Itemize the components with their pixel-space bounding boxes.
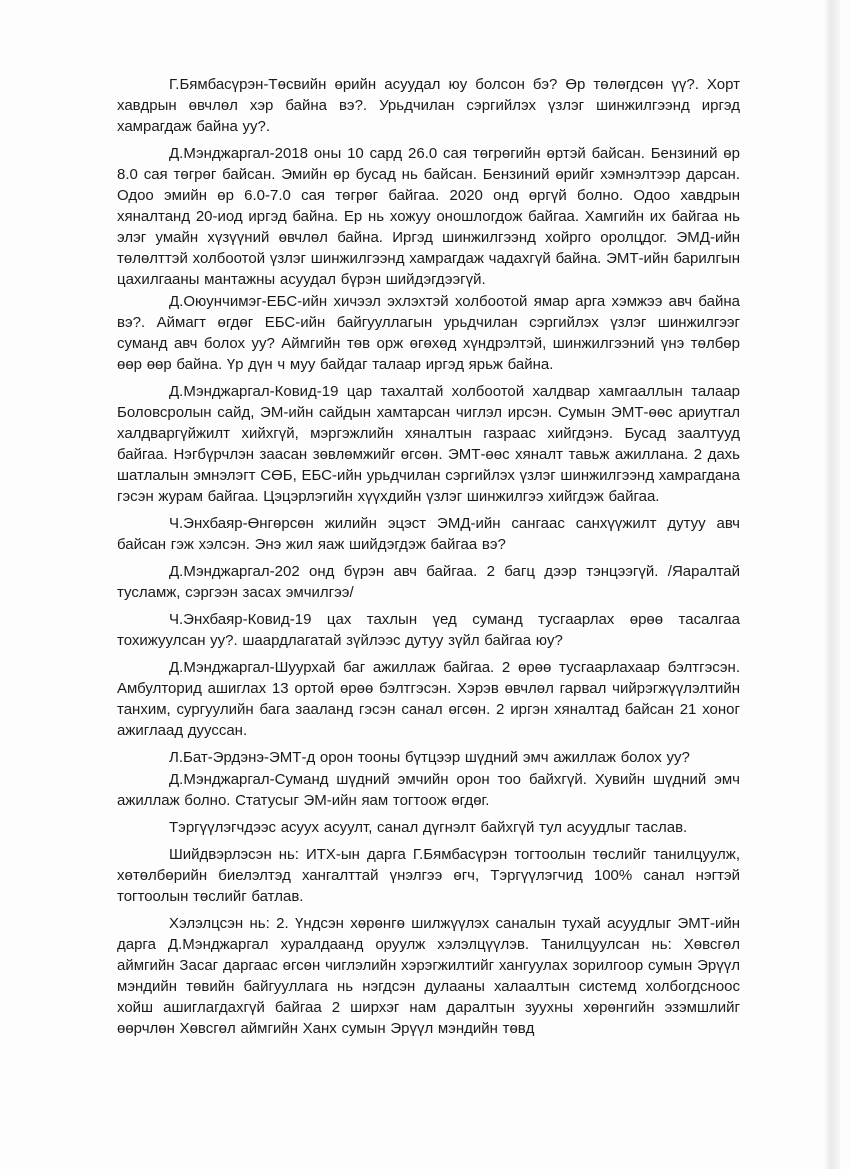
paragraph-oyunchimeg-question: Д.Оюунчимэг-ЕБС-ийн хичээл эхлэхтэй холбоотой ямар арга хэмжээ авч байна вэ?. Аймагт өгдөг ЕБС-ийн байгууллагын урьдчилан сэргийлэх үзлэг шинжилгээг суманд авч болох уу? Аймгийн төв орж өгөхөд хүндрэлтэй, шинжилгээний үнэ төлбөр өөр өөр байна. Үр дүн ч муу байдаг талаар иргэд ярьж байна. [117, 293, 740, 373]
paragraph-mendjargal-funding-answer: Д.Мэнджаргал-202 онд бүрэн авч байгаа. 2 багц дээр тэнцээгүй. /Яаралтай тусламж, сэргээн засах эмчилгээ/ [117, 563, 740, 601]
paragraph-mendjargal-isolation-answer: Д.Мэнджаргал-Шуурхай баг ажиллаж байгаа. 2 өрөө тусгаарлахаар бэлтгэсэн. Амбулторид ашиглах 13 ортой өрөө бэлтгэсэн. Хэрэв өвчлөл гарвал чийрэгжүүлэлтийн танхим, сургуулийн бага зааланд гэсэн санал өгсөн. 2 иргэн хяналтад байсан 21 хоног ажиглаад дууссан. [117, 659, 740, 739]
paragraph-enkhbayar-isolation-question: Ч.Энхбаяр-Ковид-19 цах тахлын үед суманд тусгаарлах өрөө тасалгаа тохижуулсан уу?. шаардлагатай зүйлээс дутуу зүйл байгаа юу? [117, 611, 740, 649]
document-body [117, 74, 740, 1040]
paragraph-decision: Шийдвэрлэсэн нь: ИТХ-ын дарга Г.Бямбасүрэн тогтоолын төслийг танилцуулж, хөтөлбөрийн биелэлтэд хангалттай үнэлгээ өгч, Тэргүүлэгчид 100% санал нэгтэй тогтоолын төслийг батлав. [117, 846, 740, 905]
scan-page-edge [824, 0, 840, 1169]
paragraph-byambasuren-question: Г.Бямбасүрэн-Төсвийн өрийн асуудал юу болсон бэ? Өр төлөгдсөн үү?. Хорт хавдрын өвчлөл хэр байна вэ?. Урьдчилан сэргийлэх үзлэг шинжилгээнд иргэд хамрагдаж байна уу?. [117, 76, 740, 135]
paragraph-mendjargal-debt-answer: Д.Мэнджаргал-2018 оны 10 сард 26.0 сая төгрөгийн өртэй байсан. Бензиний өр 8.0 сая төгрөг байсан. Эмийн өр бусад нь байсан. Бензиний өрийг хэмнэлтээр дарсан. Одоо эмийн өр 6.0-7.0 сая төгрөг байгаа. 2020 онд өргүй болно. Одоо хавдрын хяналтанд 20-иод иргэд байна. Ер нь хожуу оношлогдож байгаа. Хамгийн их байгаа нь элэг умайн хүзүүний өвчлөл байна. Иргэд шинжилгээнд хойрго оролцдог. ЭМД-ийн төлөлттэй холбоотой үзлэг шинжилгээнд хамрагдаж чадахгүй байна. ЭМТ-ийн барилгын цахилгааны мантажны асуудал бүрэн шийдэгдээгүй. [117, 145, 740, 288]
paragraph-discussion-item-2: Хэлэлцсэн нь: 2. Үндсэн хөрөнгө шилжүүлэх саналын тухай асуудлыг ЭМТ-ийн дарга Д.Мэнджаргал хуралдаанд оруулж хэлэлцүүлэв. Танилцуулсан нь: Хөвсгөл аймгийн Засаг даргаас өгсөн чиглэлийн хэрэгжилтийг хангуулах зорилгоор сумын Эрүүл мэндийн төвийн байгууллага нь нэгдсэн дулааны халаалтын системд холбогдсноос хойш ашиглагдахгүй байгаа 2 ширхэг нам даралтын зуухны хөрөнгийн эзэмшлийг өөрчлөн Хөвсгөл аймгийн Ханх сумын Эрүүл мэндийн төвд [117, 915, 740, 1037]
paragraph-mendjargal-dentist-answer: Д.Мэнджаргал-Суманд шүдний эмчийн орон тоо байхгүй. Хувийн шүдний эмч ажиллаж болно. Статусыг ЭМ-ийн яам тогтоож өгдөг. [117, 771, 740, 809]
paragraph-enkhbayar-funding-question: Ч.Энхбаяр-Өнгөрсөн жилийн эцэст ЭМД-ийн сангаас санхүүжилт дутуу авч байсан гэж хэлсэн. Энэ жил яаж шийдэгдэж байгаа вэ? [117, 515, 740, 553]
paragraph-bat-erdene-question: Л.Бат-Эрдэнэ-ЭМТ-д орон тооны бүтцээр шүдний эмч ажиллаж болох уу? [169, 749, 690, 766]
paragraph-mendjargal-covid-answer: Д.Мэнджаргал-Ковид-19 цар тахалтай холбоотой халдвар хамгааллын талаар Боловсролын сайд, ЭМ-ийн сайдын хамтарсан чиглэл ирсэн. Сумын ЭМТ-өөс ариутгал халдваргүйжилт хийхгүй, мэргэжлийн хяналтын газраас хийгдэнэ. Бусад заалтууд байгаа. Нэгбүрчлэн заасан зөвлөмжийг өгсөн. ЭМТ-өөс хяналт тавьж ажиллана. 2 дахь шатлалын эмнэлэгт СӨБ, ЕБС-ийн урьдчилан сэргийлэх үзлэг шинжилгээнд хамрагдана гэсэн журам байгаа. Цэцэрлэгийн хүүхдийн үзлэг шинжилгээ хийгдэж байгаа. [117, 383, 740, 505]
paragraph-closing-questions: Тэргүүлэгчдээс асуух асуулт, санал дүгнэлт байхгүй тул асуудлыг таслав. [169, 819, 688, 836]
